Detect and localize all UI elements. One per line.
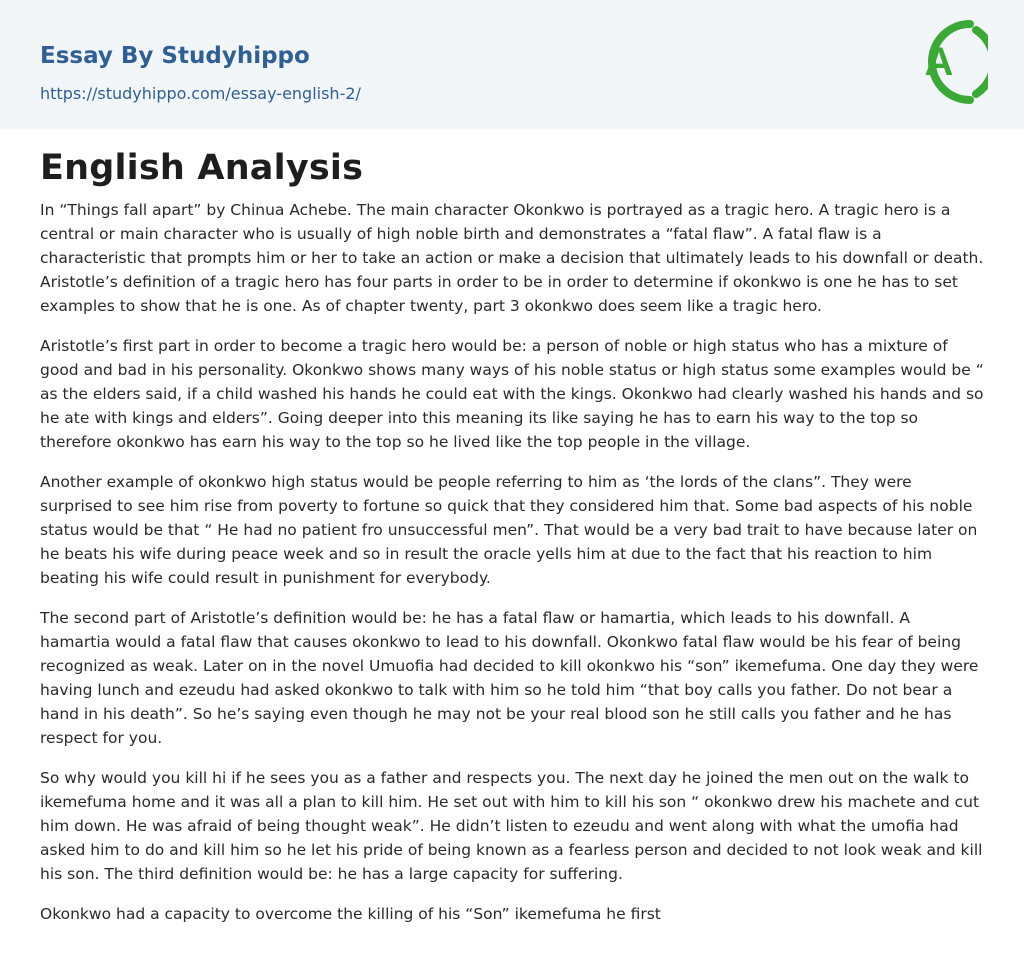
article-title: English Analysis bbox=[40, 148, 364, 188]
article-paragraph-5: So why would you kill hi if he sees you as a father and respects you. The next day he joined the men out on the walk to ikemefuma home and it was all a plan to kill him. He set out with him to kill his son “ okonkwo drew his machete and cut him down. He was afraid of being thought weak”. He didn’t listen to ezeudu and went along with what the umofia had asked him to do and kill him so he let his pride of being known as a fearless person and decided to not look weak and kill his son. The third definition would be: he has a large capacity for suffering. bbox=[40, 769, 983, 883]
logo-letter: A bbox=[924, 40, 954, 84]
article-paragraph-1: In “Things fall apart” by Chinua Achebe. The main character Okonkwo is portrayed as a tragic hero. A tragic hero is a central or main character who is usually of high noble birth and demonstrates a “fatal flaw”. A fatal flaw is a characteristic that prompts him or her to take an action or make a decision that ultimately leads to his downfall or death. Aristotle’s definition of a tragic hero has four parts in order to be in order to determine if okonkwo is one he has to set examples to show that he is one. As of chapter twenty, part 3 okonkwo does seem like a tragic hero. bbox=[40, 201, 984, 315]
studyhippo-logo[interactable] bbox=[910, 18, 988, 106]
site-header bbox=[0, 0, 1024, 129]
article-body bbox=[40, 140, 985, 942]
logo-ring-icon bbox=[910, 18, 988, 106]
site-brand[interactable]: Essay By Studyhippo bbox=[40, 43, 310, 69]
article-paragraph-2: Aristotle’s first part in order to become a tragic hero would be: a person of noble or high status who has a mixture of good and bad in his personality. Okonkwo shows many ways of his noble status or high status some examples would be “ as the elders said, if a child washed his hands he could eat with the kings. Okonkwo had clearly washed his hands and so he ate with kings and elders”. Going deeper into this meaning its like saying he has to earn his way to the top so therefore okonkwo has earn his way to the top so he lived like the top people in the village. bbox=[40, 337, 984, 451]
article-paragraph-3: Another example of okonkwo high status would be people referring to him as ‘the lords of the clans”. They were surprised to see him rise from poverty to fortune so quick that they considered him that. Some bad aspects of his noble status would be that “ He had no patient fro unsuccessful men”. That would be a very bad trait to have because later on he beats his wife during peace week and so in result the oracle yells him at due to the fact that his reaction to him beating his wife could result in punishment for everybody. bbox=[40, 473, 978, 587]
article-paragraph-4: The second part of Aristotle’s definition would be: he has a fatal flaw or hamartia, which leads to his downfall. A hamartia would a fatal flaw that causes okonkwo to lead to his downfall. Okonkwo fatal flaw would be his fear of being recognized as weak. Later on in the novel Umuofia had decided to kill okonkwo his “son” ikemefuma. One day they were having lunch and ezeudu had asked okonkwo to talk with him so he told him “that boy calls you father. Do not bear a hand in his death”. So he’s saying even though he may not be your real blood son he still calls you father and he has respect for you. bbox=[40, 609, 979, 747]
article-paragraph-6: Okonkwo had a capacity to overcome the killing of his “Son” ikemefuma he first bbox=[40, 905, 661, 923]
essay-url-link[interactable]: https://studyhippo.com/essay-english-2/ bbox=[40, 84, 361, 103]
